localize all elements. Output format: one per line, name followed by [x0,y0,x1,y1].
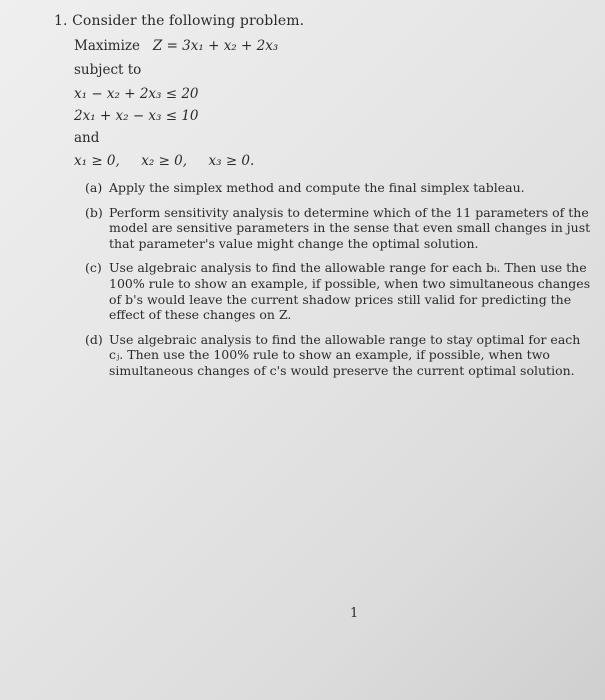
objective-function: Z = 3x₁ + x₂ + 2x₃ [152,38,279,54]
page-number: 1 [350,606,359,621]
part-text: Perform sensitivity analysis to determine which of the 11 parameters of the model are sensitive parameters in the sense that even small changes in just that parameter's value might change the optimal solution. [109,204,591,251]
objective-line [74,38,278,54]
problem-intro: Consider the following problem. [72,13,305,29]
part-b [85,205,595,252]
question-parts [85,180,595,388]
subject-to-label: subject to [74,62,142,78]
part-label: (a) [85,180,103,195]
part-text: Use algebraic analysis to find the allowable range for each bᵢ. Then use the 100% rule to show an example, if possible, when two simultaneous changes of b's would leave the current shadow prices still valid for predicting the effect of these changes on Z. [109,260,591,323]
part-text: Use algebraic analysis to find the allowable range to stay optimal for each cⱼ. Then use the 100% rule to show an example, if possible, when two simultaneous changes of c's would preserve the current optimal solution. [109,331,581,378]
problem-header [54,13,304,29]
part-c [85,260,595,322]
problem-number: 1. [54,13,68,29]
constraint-1: x₁ − x₂ + 2x₃ ≤ 20 [74,86,199,102]
part-label: (d) [85,331,103,347]
part-d [85,332,595,379]
part-label: (b) [85,204,103,220]
and-label: and [74,130,100,146]
part-a [85,180,595,196]
nonnegativity-constraints: x₁ ≥ 0, x₂ ≥ 0, x₃ ≥ 0. [74,153,255,169]
constraint-2: 2x₁ + x₂ − x₃ ≤ 10 [74,108,199,124]
part-text: Apply the simplex method and compute the final simplex tableau. [109,180,525,195]
part-label: (c) [85,260,102,276]
maximize-label: Maximize [74,38,141,54]
